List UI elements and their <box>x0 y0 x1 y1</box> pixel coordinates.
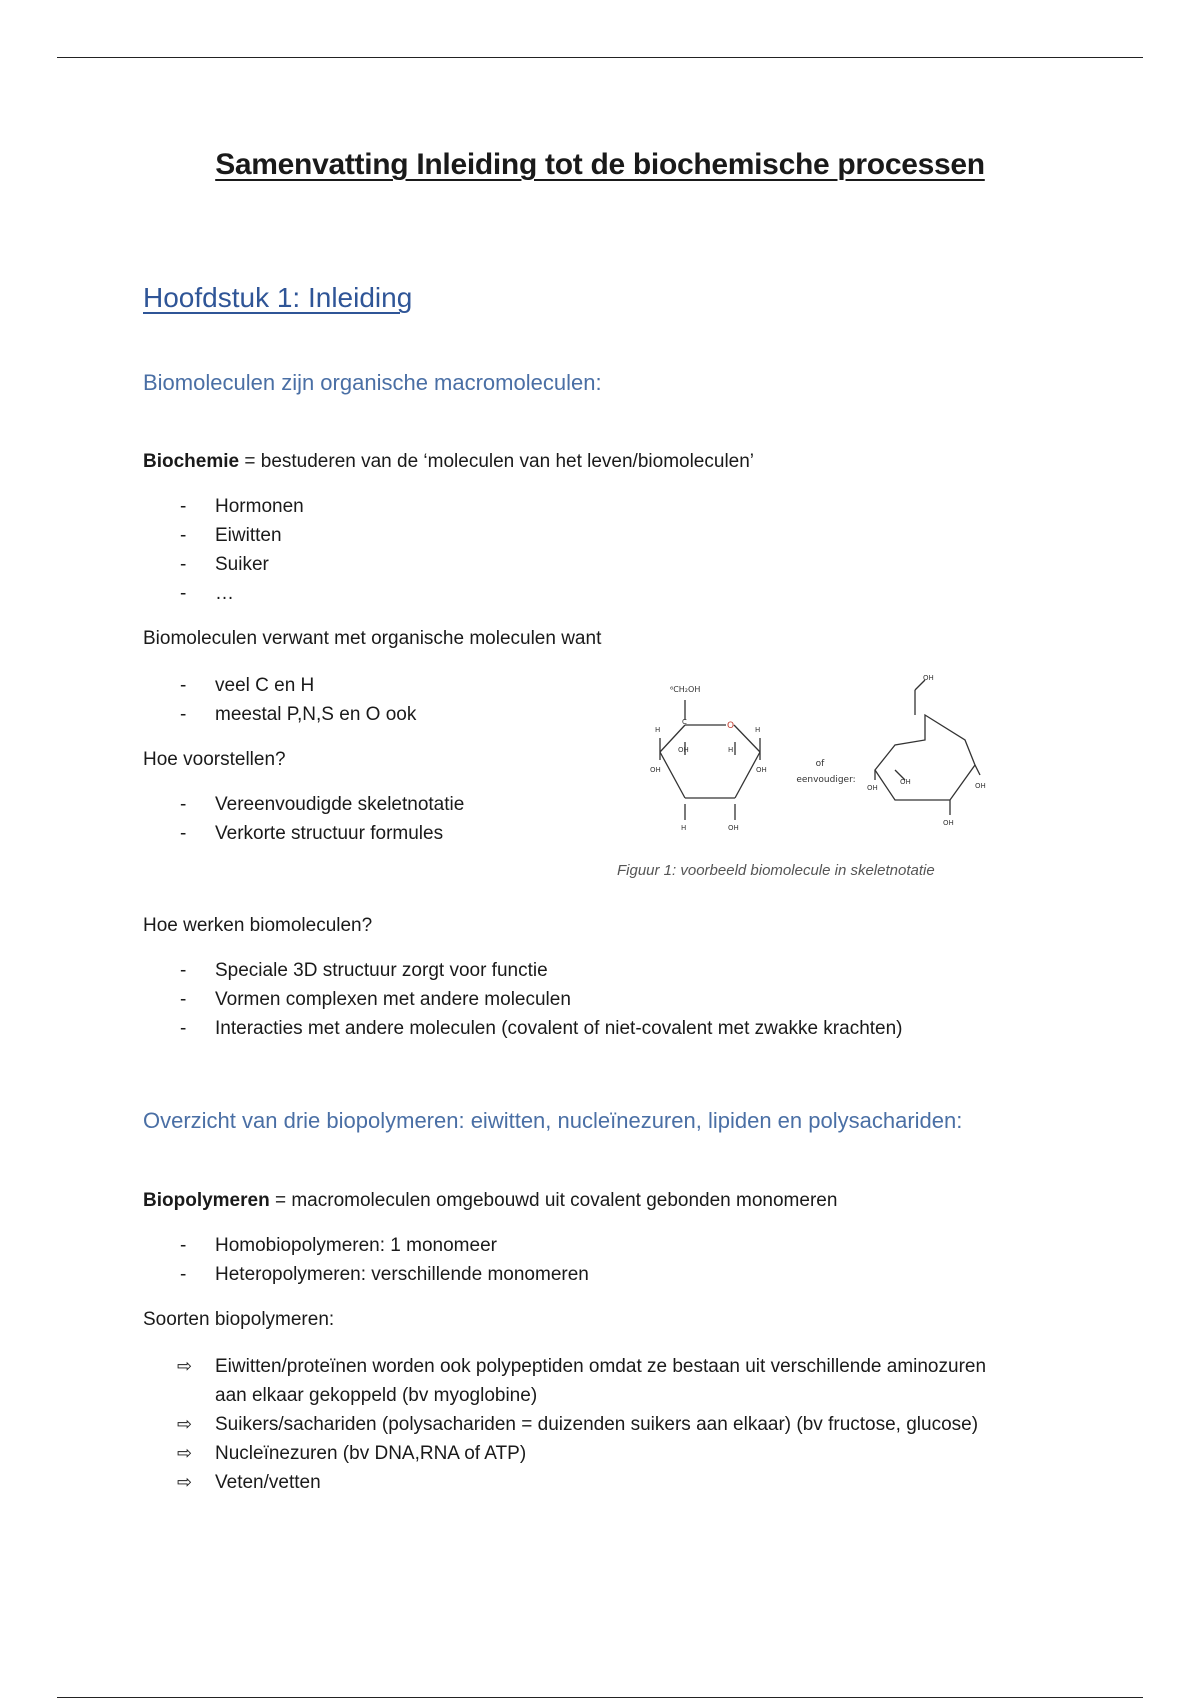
dash-bullet: - <box>180 496 187 517</box>
hydroxyl-label: OH <box>975 782 986 790</box>
list-item: - Interacties met andere moleculen (covalent of niet-covalent met zwakke krachten) <box>143 1014 903 1043</box>
document-title: Samenvatting Inleiding tot de biochemische processen <box>215 148 985 181</box>
dash-bullet: - <box>180 960 187 981</box>
arrow-bullet-icon: ⇨ <box>177 1414 193 1434</box>
biopolymeren-text: = macromoleculen omgebouwd uit covalent gebonden monomeren <box>269 1190 838 1211</box>
hydroxyl-label: OH <box>943 819 954 827</box>
hydroxyl-label: OH <box>678 746 689 754</box>
list-item: - Suiker <box>143 550 304 579</box>
dash-bullet: - <box>180 554 187 575</box>
list-item: ⇨ Veten/vetten <box>143 1468 986 1497</box>
biochemie-text: = bestuderen van de ‘moleculen van het leven/biomoleculen’ <box>239 451 755 472</box>
section-heading-biopolymeren: Overzicht van drie biopolymeren: eiwitten, nucleïnezuren, lipiden en polysachariden: <box>143 1108 963 1133</box>
biochemie-term: Biochemie <box>143 451 240 472</box>
list-item: - Homobiopolymeren: 1 monomeer <box>143 1231 589 1260</box>
chapter-heading: Hoofdstuk 1: Inleiding <box>143 282 413 313</box>
list-item: ⇨ Eiwitten/proteïnen worden ook polypeptiden omdat ze bestaan uit verschillende aminozuren aan elkaar gekoppeld (bv myoglobine) <box>143 1352 986 1410</box>
section-heading-biomoleculen: Biomoleculen zijn organische macromoleculen: <box>143 370 602 395</box>
hydroxyl-label: OH <box>867 784 878 792</box>
haworth-ring <box>660 700 760 820</box>
list-item: - Vormen complexen met andere moleculen <box>143 985 903 1014</box>
biopolymer-kinds-list <box>143 1352 986 1497</box>
hydrogen-label: H <box>728 746 734 754</box>
biochemie-definition <box>143 448 754 476</box>
eenvoudiger-label: eenvoudiger: <box>796 775 856 785</box>
hydroxyl-label: OH <box>900 778 911 786</box>
skeletal-ring <box>875 680 980 815</box>
of-label: of <box>815 759 825 769</box>
ch2oh-label: ⁶CH₂OH <box>670 685 701 694</box>
list-item: - Verkorte structuur formules <box>143 819 464 848</box>
hydrogen-label: H <box>655 726 661 734</box>
dash-bullet: - <box>180 704 187 725</box>
list-item: - Heteropolymeren: verschillende monomeren <box>143 1260 589 1289</box>
list-item: ⇨ Suikers/sachariden (polysachariden = duizenden suikers aan elkaar) (bv fructose, glucose) <box>143 1410 986 1439</box>
represent-list <box>143 790 464 848</box>
biomolecule-examples-list <box>143 492 304 608</box>
biopolymeren-term: Biopolymeren <box>143 1190 270 1211</box>
carbon-label: C <box>682 718 687 726</box>
glucose-skeletal-figure <box>630 670 1010 845</box>
arrow-bullet-icon: ⇨ <box>177 1443 193 1463</box>
hydroxyl-label: OH <box>650 766 661 774</box>
related-list <box>143 671 416 729</box>
header-rule <box>57 57 1143 58</box>
arrow-bullet-icon: ⇨ <box>177 1356 193 1376</box>
dash-bullet: - <box>180 823 187 844</box>
list-item: ⇨ Nucleïnezuren (bv DNA,RNA of ATP) <box>143 1439 986 1468</box>
list-item: - meestal P,N,S en O ook <box>143 700 416 729</box>
list-item: - … <box>143 579 304 608</box>
hydroxyl-label: OH <box>923 674 934 682</box>
kinds-question: Soorten biopolymeren: <box>143 1309 335 1330</box>
dash-bullet: - <box>180 989 187 1010</box>
ring-oxygen-label: O <box>727 721 735 731</box>
work-list <box>143 956 903 1043</box>
dash-bullet: - <box>180 675 187 696</box>
dash-bullet: - <box>180 794 187 815</box>
biopolymeren-definition <box>143 1187 837 1215</box>
figure-caption: Figuur 1: voorbeeld biomolecule in skeletnotatie <box>617 862 935 879</box>
hydrogen-label: H <box>681 824 687 832</box>
hydroxyl-label: OH <box>756 766 767 774</box>
dash-bullet: - <box>180 1235 187 1256</box>
dash-bullet: - <box>180 1018 187 1039</box>
dash-bullet: - <box>180 583 187 604</box>
dash-bullet: - <box>180 525 187 546</box>
represent-question: Hoe voorstellen? <box>143 749 286 770</box>
biopolymer-types-list <box>143 1231 589 1289</box>
related-intro: Biomoleculen verwant met organische moleculen want <box>143 628 602 649</box>
dash-bullet: - <box>180 1264 187 1285</box>
list-item: - Vereenvoudigde skeletnotatie <box>143 790 464 819</box>
list-item: - Speciale 3D structuur zorgt voor functie <box>143 956 903 985</box>
list-item: - veel C en H <box>143 671 416 700</box>
hydrogen-label: H <box>755 726 761 734</box>
footer-rule <box>57 1697 1143 1698</box>
list-item: - Hormonen <box>143 492 304 521</box>
list-item: - Eiwitten <box>143 521 304 550</box>
work-question: Hoe werken biomoleculen? <box>143 915 373 936</box>
hydroxyl-label: OH <box>728 824 739 832</box>
arrow-bullet-icon: ⇨ <box>177 1472 193 1492</box>
